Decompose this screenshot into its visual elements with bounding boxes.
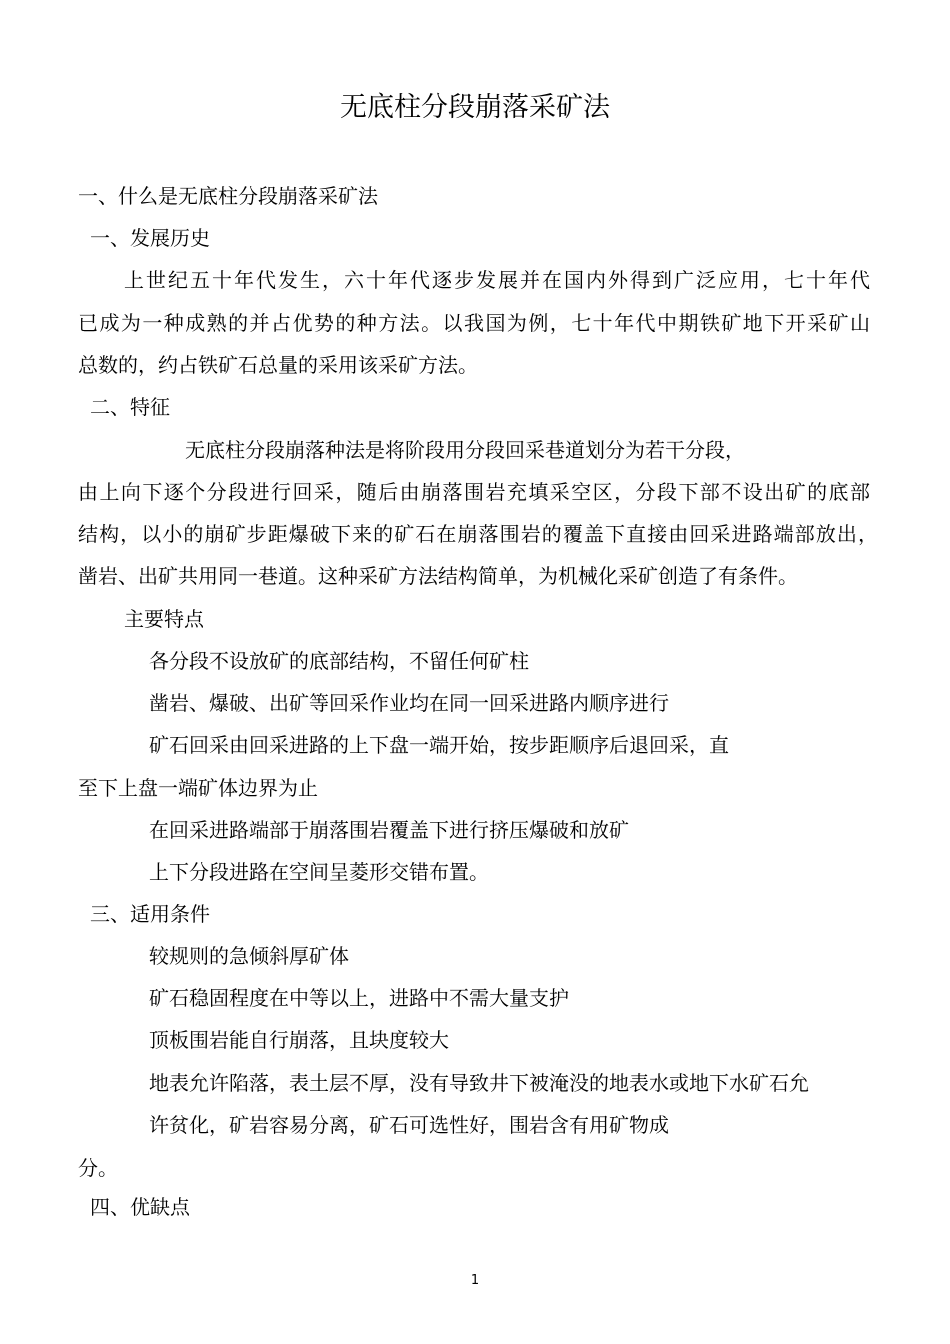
condition-item: 地表允许陷落，表土层不厚，没有导致井下被淹没的地表水或地下水矿石允 — [149, 1071, 809, 1095]
subsection-heading-pros-cons: 四、优缺点 — [90, 1195, 190, 1219]
main-point-item: 至下上盘一端矿体边界为止 — [78, 776, 318, 800]
page-number: 1 — [470, 1273, 480, 1288]
subsection-heading-conditions: 三、适用条件 — [90, 902, 210, 926]
section-heading: 一、什么是无底柱分段崩落采矿法 — [78, 184, 378, 208]
features-paragraph-line: 无底柱分段崩落种法是将阶段用分段回采巷道划分为若干分段， — [185, 438, 745, 462]
history-paragraph-line: 已成为一种成熟的并占优势的种方法。以我国为例，七十年代中期铁矿地下开采矿山 — [78, 311, 870, 335]
main-point-item: 矿石回采由回采进路的上下盘一端开始，按步距顺序后退回采，直 — [149, 733, 729, 757]
main-points-heading: 主要特点 — [124, 607, 204, 631]
features-paragraph-line: 由上向下逐个分段进行回采，随后由崩落围岩充填采空区，分段下部不设出矿的底部 — [78, 480, 870, 504]
features-paragraph-line: 结构，以小的崩矿步距爆破下来的矿石在崩落围岩的覆盖下直接由回采进路端部放出， — [78, 522, 878, 546]
main-point-item: 凿岩、爆破、出矿等回采作业均在同一回采进路内顺序进行 — [149, 691, 669, 715]
condition-item: 顶板围岩能自行崩落，且块度较大 — [149, 1028, 449, 1052]
subsection-heading-history: 一、发展历史 — [90, 226, 210, 250]
main-point-item: 在回采进路端部于崩落围岩覆盖下进行挤压爆破和放矿 — [149, 818, 629, 842]
condition-item: 矿石稳固程度在中等以上，进路中不需大量支护 — [149, 986, 569, 1010]
history-paragraph-line: 上世纪五十年代发生，六十年代逐步发展并在国内外得到广泛应用，七十年代 — [124, 268, 870, 292]
condition-item: 分。 — [78, 1156, 118, 1180]
history-paragraph-line: 总数的，约占铁矿石总量的采用该采矿方法。 — [78, 353, 478, 377]
document-title: 无底柱分段崩落采矿法 — [340, 92, 610, 123]
condition-item: 许贫化，矿岩容易分离，矿石可选性好，围岩含有用矿物成 — [149, 1113, 669, 1137]
condition-item: 较规则的急倾斜厚矿体 — [149, 944, 349, 968]
main-point-item: 上下分段进路在空间呈菱形交错布置。 — [149, 860, 489, 884]
subsection-heading-features: 二、特征 — [90, 395, 170, 419]
main-point-item: 各分段不设放矿的底部结构，不留任何矿柱 — [149, 649, 529, 673]
features-paragraph-line: 凿岩、出矿共用同一巷道。这种采矿方法结构简单，为机械化采矿创造了有条件。 — [78, 564, 798, 588]
